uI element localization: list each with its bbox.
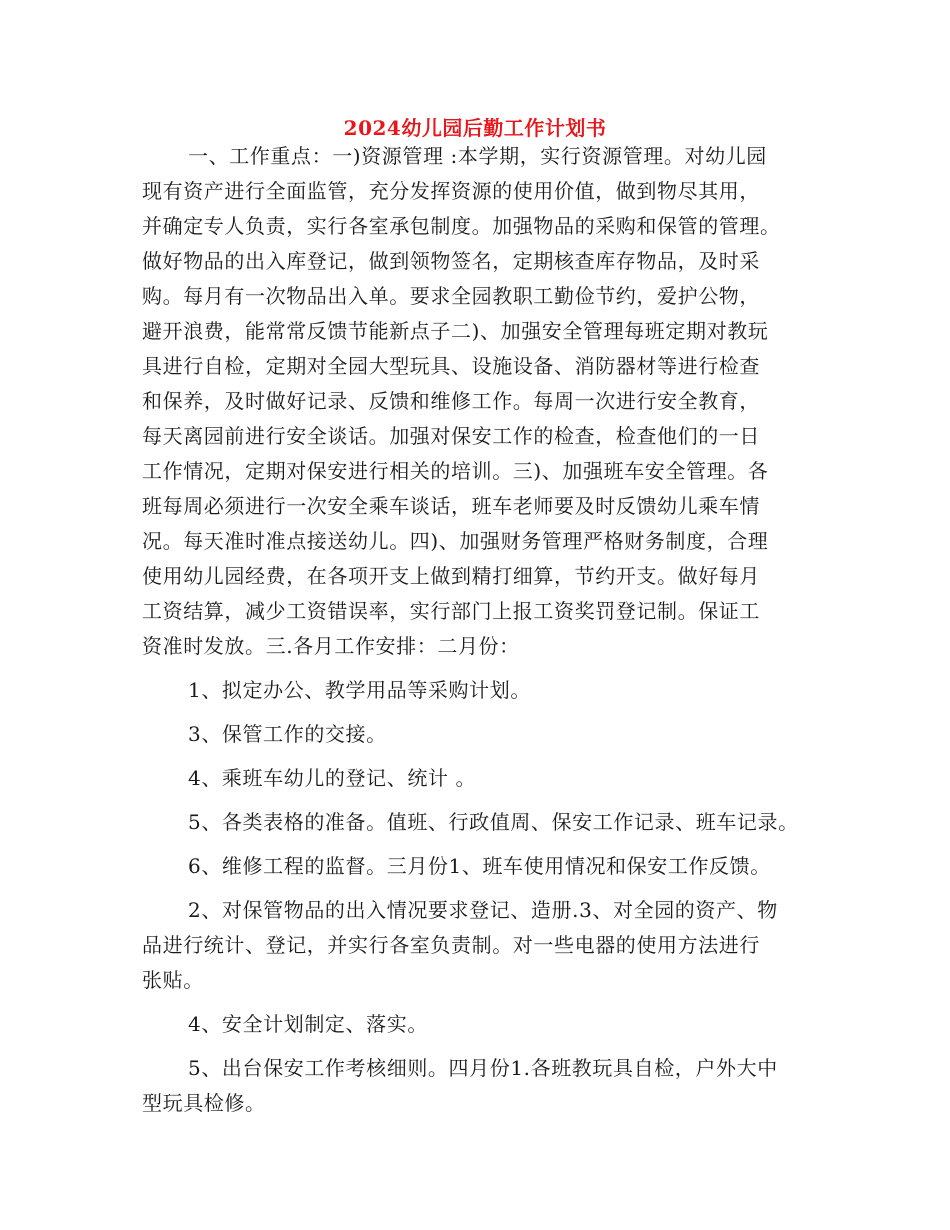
list-item: 5、各类表格的准备。值班、行政值周、保安工作记录、班车记录。	[188, 810, 799, 834]
paragraph-line: 购。每月有一次物品出入单。要求全园教职工勤俭节约，爱护公物，	[142, 284, 760, 308]
paragraph-line: 并确定专人负责，实行各室承包制度。加强物品的采购和保管的管理。	[142, 214, 781, 238]
paragraph-line: 工作情况，定期对保安进行相关的培训。三)、加强班车安全管理。各	[142, 459, 769, 483]
paragraph-line: 一、工作重点：一)资源管理 :本学期，实行资源管理。对幼儿园	[188, 144, 767, 168]
list-item: 3、保管工作的交接。	[188, 722, 387, 746]
paragraph-line: 张贴。	[142, 968, 204, 992]
list-item: 1、拟定办公、教学用品等采购计划。	[188, 678, 531, 702]
paragraph-line: 具进行自检，定期对全园大型玩具、设施设备、消防器材等进行检查	[142, 354, 760, 378]
paragraph-line: 型玩具检修。	[142, 1091, 266, 1115]
paragraph-line: 品进行统计、登记，并实行各室负责制。对一些电器的使用方法进行	[142, 933, 760, 957]
paragraph-line: 使用幼儿园经费，在各项开支上做到精打细算，节约开支。做好每月	[142, 564, 760, 588]
list-item: 6、维修工程的监督。三月份1、班车使用情况和保安工作反馈。	[188, 854, 771, 878]
list-item: 4、乘班车幼儿的登记、统计 。	[188, 766, 477, 790]
list-item: 2、对保管物品的出入情况要求登记、造册.3、对全园的资产、物	[188, 898, 778, 922]
paragraph-line: 现有资产进行全面监管，充分发挥资源的使用价值，做到物尽其用，	[142, 179, 760, 203]
paragraph-line: 况。每天准时准点接送幼儿。四)、加强财务管理严格财务制度，合理	[142, 529, 769, 553]
paragraph-line: 和保养，及时做好记录、反馈和维修工作。每周一次进行安全教育，	[142, 389, 760, 413]
paragraph-line: 工资结算，减少工资错误率，实行部门上报工资奖罚登记制。保证工	[142, 599, 760, 623]
paragraph-line: 每天离园前进行安全谈话。加强对保安工作的检查，检查他们的一日	[142, 424, 760, 448]
paragraph-line: 做好物品的出入库登记，做到领物签名，定期核查库存物品，及时采	[142, 249, 760, 273]
paragraph-line: 避开浪费，能常常反馈节能新点子二)、加强安全管理每班定期对教玩	[142, 319, 769, 343]
document-title: 2024幼儿园后勤工作计划书	[343, 116, 607, 140]
list-item: 4、安全计划制定、落实。	[188, 1012, 428, 1036]
list-item: 5、出台保安工作考核细则。四月份1.各班教玩具自检，户外大中	[188, 1056, 778, 1080]
paragraph-line: 资准时发放。三.各月工作安排：二月份：	[142, 634, 520, 658]
paragraph-line: 班每周必须进行一次安全乘车谈话，班车老师要及时反馈幼儿乘车情	[142, 494, 760, 518]
